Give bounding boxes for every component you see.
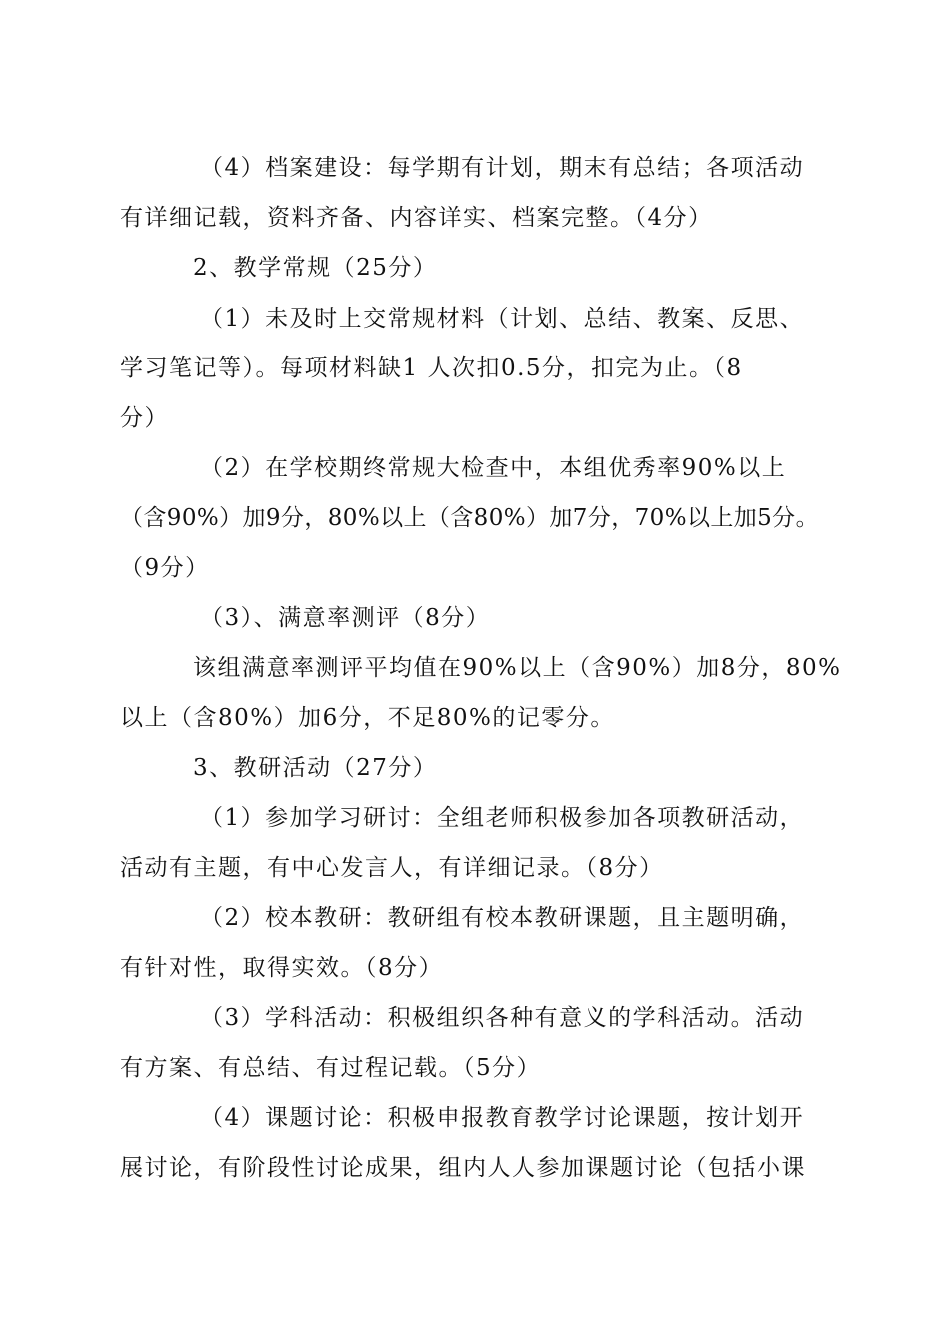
- text-line-15: 活动有主题，有中心发言人，有详细记录。（8分）: [120, 855, 664, 881]
- text-line-17: 有针对性，取得实效。（8分）: [120, 955, 444, 981]
- text-line-14: （1）参加学习研讨：全组老师积极参加各项教研活动，: [200, 805, 805, 831]
- text-line-18: （3）学科活动：积极组织各种有意义的学科活动。活动: [200, 1005, 805, 1031]
- text-line-7: （2）在学校期终常规大检查中，本组优秀率90%以上: [200, 455, 787, 481]
- text-line-1: （4）档案建设：每学期有计划，期末有总结；各项活动: [200, 155, 805, 181]
- text-line-16: （2）校本教研：教研组有校本教研课题，且主题明确，: [200, 905, 805, 931]
- text-line-6: 分）: [120, 405, 169, 431]
- text-line-20: （4）课题讨论：积极申报教育教学讨论课题，按计划开: [200, 1105, 805, 1131]
- text-line-8: （含90%）加9分，80%以上（含80%）加7分，70%以上加5分。: [120, 505, 819, 531]
- text-line-10: （3）、满意率测评（8分）: [200, 605, 491, 631]
- section-heading-teaching-routine: 2、教学常规（25分）: [193, 255, 438, 281]
- section-heading-research-activities: 3、教研活动（27分）: [193, 755, 438, 781]
- text-line-5: 学习笔记等）。每项材料缺1 人次扣0.5分，扣完为止。（8: [120, 355, 743, 381]
- text-line-12: 以上（含80%）加6分，不足80%的记零分。: [120, 705, 615, 731]
- text-line-11: 该组满意率测评平均值在90%以上（含90%）加8分，80%: [193, 655, 842, 681]
- text-line-4: （1）未及时上交常规材料（计划、总结、教案、反思、: [200, 306, 805, 332]
- text-line-21: 展讨论，有阶段性讨论成果，组内人人参加课题讨论（包括小课: [120, 1155, 806, 1181]
- text-line-9: （9分）: [120, 555, 210, 581]
- text-line-2: 有详细记载，资料齐备、内容详实、档案完整。（4分）: [120, 205, 713, 231]
- text-line-19: 有方案、有总结、有过程记载。（5分）: [120, 1055, 542, 1081]
